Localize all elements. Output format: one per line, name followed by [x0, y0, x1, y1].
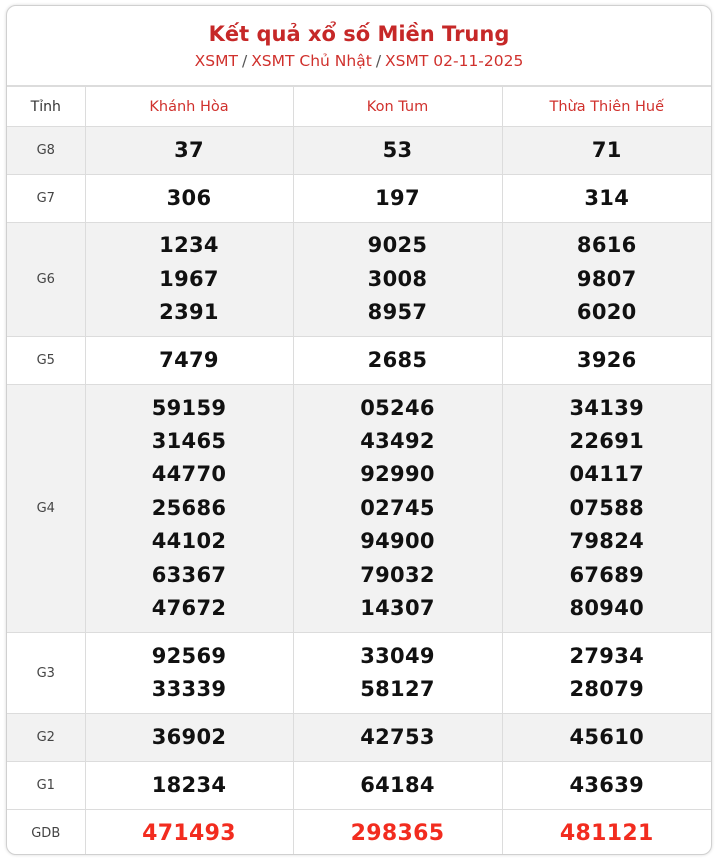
prize-number: 80940 [569, 596, 645, 621]
prize-number: 37 [174, 137, 204, 162]
breadcrumb-xsmt-date[interactable]: XSMT 02-11-2025 [385, 52, 524, 70]
prize-label: G7 [7, 175, 85, 223]
prize-row-g6 [7, 223, 711, 337]
results-card [6, 5, 712, 855]
prize-number: 94900 [360, 529, 435, 554]
prize-label: G1 [7, 762, 85, 810]
prize-number: 42753 [360, 724, 435, 749]
prize-number: 36902 [151, 724, 227, 749]
prize-number: 53 [382, 137, 413, 162]
prize-label: G3 [7, 633, 85, 714]
prize-cell [85, 385, 293, 633]
prize-cell [85, 127, 293, 175]
prize-number: 43492 [360, 428, 435, 453]
prize-number: 64184 [360, 772, 435, 797]
prize-number: 9807 [576, 266, 637, 291]
prize-cell [85, 714, 293, 762]
prize-cell [85, 633, 293, 714]
prize-number: 43639 [569, 772, 645, 797]
prize-number: 306 [166, 185, 212, 210]
prize-number: 1967 [159, 266, 219, 291]
breadcrumb-xsmt-sunday[interactable]: XSMT Chủ Nhật [251, 52, 372, 70]
prize-number: 25686 [151, 495, 227, 520]
prize-number: 79824 [569, 529, 645, 554]
prize-label: G5 [7, 337, 85, 385]
special-prize-number: 471493 [142, 821, 236, 846]
prize-cell [502, 762, 711, 810]
prize-number: 31465 [151, 428, 227, 453]
prize-number: 6020 [576, 300, 637, 325]
prize-cell [293, 337, 502, 385]
prize-number: 02745 [360, 495, 435, 520]
prize-cell [502, 175, 711, 223]
prize-number: 8616 [576, 233, 637, 258]
prize-number: 34139 [569, 395, 645, 420]
table-header-row [7, 87, 711, 127]
column-header-kon-tum[interactable]: Kon Tum [293, 87, 502, 127]
prize-number: 8957 [367, 300, 428, 325]
prize-number: 33049 [360, 643, 435, 668]
breadcrumb-separator: / [241, 52, 248, 70]
prize-number: 2391 [159, 300, 219, 325]
results-header [7, 6, 711, 86]
prize-row-g1 [7, 762, 711, 810]
prize-number: 05246 [360, 395, 435, 420]
prize-row-g2 [7, 714, 711, 762]
prize-number: 45610 [569, 724, 645, 749]
prize-cell [293, 714, 502, 762]
prize-number: 47672 [151, 596, 227, 621]
prize-number: 58127 [360, 677, 435, 701]
prize-cell [502, 385, 711, 633]
prize-cell [85, 762, 293, 810]
prize-row-gdb [7, 810, 711, 856]
page-title: Kết quả xổ số Miền Trung [208, 22, 510, 46]
prize-number: 314 [584, 185, 630, 210]
results-table [7, 86, 711, 855]
prize-cell [85, 223, 293, 337]
prize-number: 7479 [159, 347, 219, 372]
breadcrumb-xsmt[interactable]: XSMT [194, 52, 238, 70]
prize-number: 04117 [569, 462, 645, 487]
prize-row-g7 [7, 175, 711, 223]
prize-cell [293, 127, 502, 175]
prize-number: 14307 [360, 596, 435, 621]
breadcrumb-separator: / [375, 52, 382, 70]
prize-cell [293, 385, 502, 633]
prize-cell [502, 223, 711, 337]
prize-label: G6 [7, 223, 85, 337]
prize-table-body [7, 127, 711, 856]
prize-cell [502, 810, 711, 856]
prize-number: 07588 [569, 495, 645, 520]
prize-cell [502, 714, 711, 762]
prize-cell [502, 127, 711, 175]
prize-number: 9025 [367, 233, 428, 258]
prize-cell [293, 762, 502, 810]
column-header-khanh-hoa[interactable]: Khánh Hòa [85, 87, 293, 127]
breadcrumb [7, 51, 711, 71]
prize-number: 3926 [576, 347, 637, 372]
prize-number: 197 [375, 185, 420, 210]
prize-row-g8 [7, 127, 711, 175]
prize-cell [293, 633, 502, 714]
prize-label: G4 [7, 385, 85, 633]
prize-number: 27934 [569, 643, 645, 668]
prize-number: 63367 [151, 562, 227, 587]
prize-cell [85, 810, 293, 856]
prize-number: 2685 [367, 347, 428, 372]
prize-number: 18234 [151, 772, 227, 797]
column-header-province: Tỉnh [7, 87, 85, 127]
prize-label: GDB [7, 810, 85, 856]
column-header-thua-thien-hue[interactable]: Thừa Thiên Huế [502, 87, 711, 127]
prize-cell [293, 223, 502, 337]
prize-cell [85, 337, 293, 385]
prize-label: G2 [7, 714, 85, 762]
prize-number: 1234 [159, 233, 219, 258]
prize-number: 33339 [151, 677, 227, 701]
prize-cell [293, 810, 502, 856]
prize-number: 44102 [151, 529, 227, 554]
prize-number: 92569 [151, 643, 227, 668]
prize-number: 59159 [151, 395, 227, 420]
prize-row-g4 [7, 385, 711, 633]
prize-cell [502, 633, 711, 714]
prize-cell [85, 175, 293, 223]
prize-cell [293, 175, 502, 223]
special-prize-number: 481121 [559, 821, 654, 846]
prize-number: 28079 [569, 677, 645, 701]
prize-row-g3 [7, 633, 711, 714]
prize-number: 79032 [360, 562, 435, 587]
prize-number: 3008 [367, 266, 428, 291]
prize-number: 71 [591, 137, 622, 162]
prize-label: G8 [7, 127, 85, 175]
prize-number: 22691 [569, 428, 645, 453]
special-prize-number: 298365 [350, 821, 445, 846]
prize-number: 92990 [360, 462, 435, 487]
prize-row-g5 [7, 337, 711, 385]
prize-number: 44770 [151, 462, 227, 487]
prize-cell [502, 337, 711, 385]
prize-number: 67689 [569, 562, 645, 587]
